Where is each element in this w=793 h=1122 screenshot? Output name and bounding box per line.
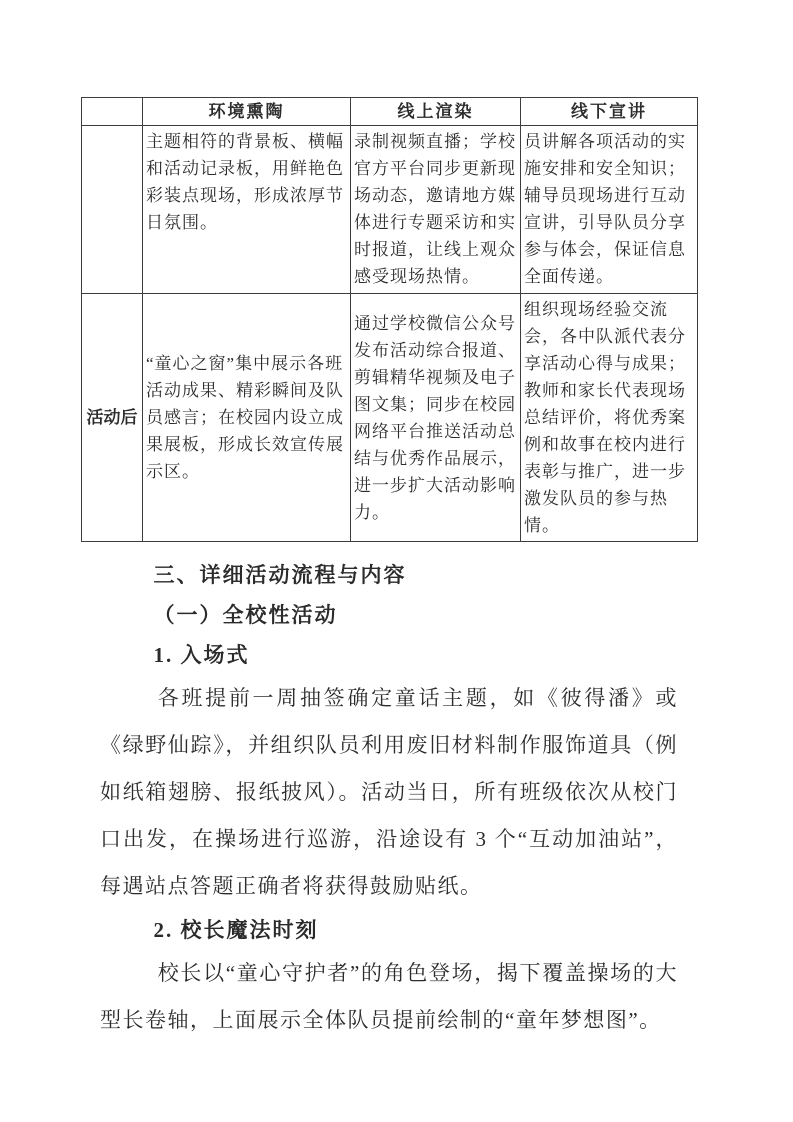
row-label-after-activity: 活动后	[82, 294, 143, 542]
cell-online: 通过学校微信公众号发布活动综合报道、剪辑精华视频及电子图文集；同步在校园网络平台推送活动总结与优秀作品展示，进一步扩大活动影响力。	[351, 294, 521, 542]
table-header-environment: 环境熏陶	[143, 98, 351, 126]
table-header-offline: 线下宣讲	[521, 98, 698, 126]
item-1-heading: 1. 入场式	[153, 643, 250, 667]
cell-offline: 员讲解各项活动的实施安排和安全知识；辅导员现场进行互动宣讲，引导队员分享参与体会，保证信息全面传递。	[521, 126, 698, 294]
activity-phase-table	[81, 97, 698, 542]
item-2-paragraph: 校长以“童心守护者”的角色登场，揭下覆盖操场的大型长卷轴，上面展示全体队员提前绘制的“童年梦想图”。	[100, 961, 678, 1032]
item-1-paragraph: 各班提前一周抽签确定童话主题，如《彼得潘》或《绿野仙踪》，并组织队员利用废旧材料制作服饰道具（例如纸箱翅膀、报纸披风）。活动当日，所有班级依次从校门口出发，在操场进行巡游，沿途设有 3 个“互动加油站”，每遇站点答题正确者将获得鼓励贴纸。	[100, 686, 678, 898]
table-corner-cell	[82, 98, 143, 126]
cell-offline: 组织现场经验交流会，各中队派代表分享活动心得与成果；教师和家长代表现场总结评价，将优秀案例和故事在校内进行表彰与推广，进一步激发队员的参与热情。	[521, 294, 698, 542]
row-label-cell	[82, 126, 143, 294]
table-header-online: 线上渲染	[351, 98, 521, 126]
item-2-heading: 2. 校长魔法时刻	[153, 918, 319, 942]
section-heading-level1: 三、详细活动流程与内容	[153, 563, 407, 587]
cell-environment: 主题相符的背景板、横幅和活动记录板，用鲜艳色彩装点现场，形成浓厚节日氛围。	[143, 126, 351, 294]
table-row	[82, 126, 698, 294]
table-header-row	[82, 98, 698, 126]
cell-online: 录制视频直播；学校官方平台同步更新现场动态，邀请地方媒体进行专题采访和实时报道，让线上观众感受现场热情。	[351, 126, 521, 294]
table-row	[82, 294, 698, 542]
cell-environment: “童心之窗”集中展示各班活动成果、精彩瞬间及队员感言；在校园内设立成果展板，形成长效宣传展示区。	[143, 294, 351, 542]
document-body	[100, 555, 678, 1044]
section-heading-level2: （一）全校性活动	[153, 603, 338, 627]
